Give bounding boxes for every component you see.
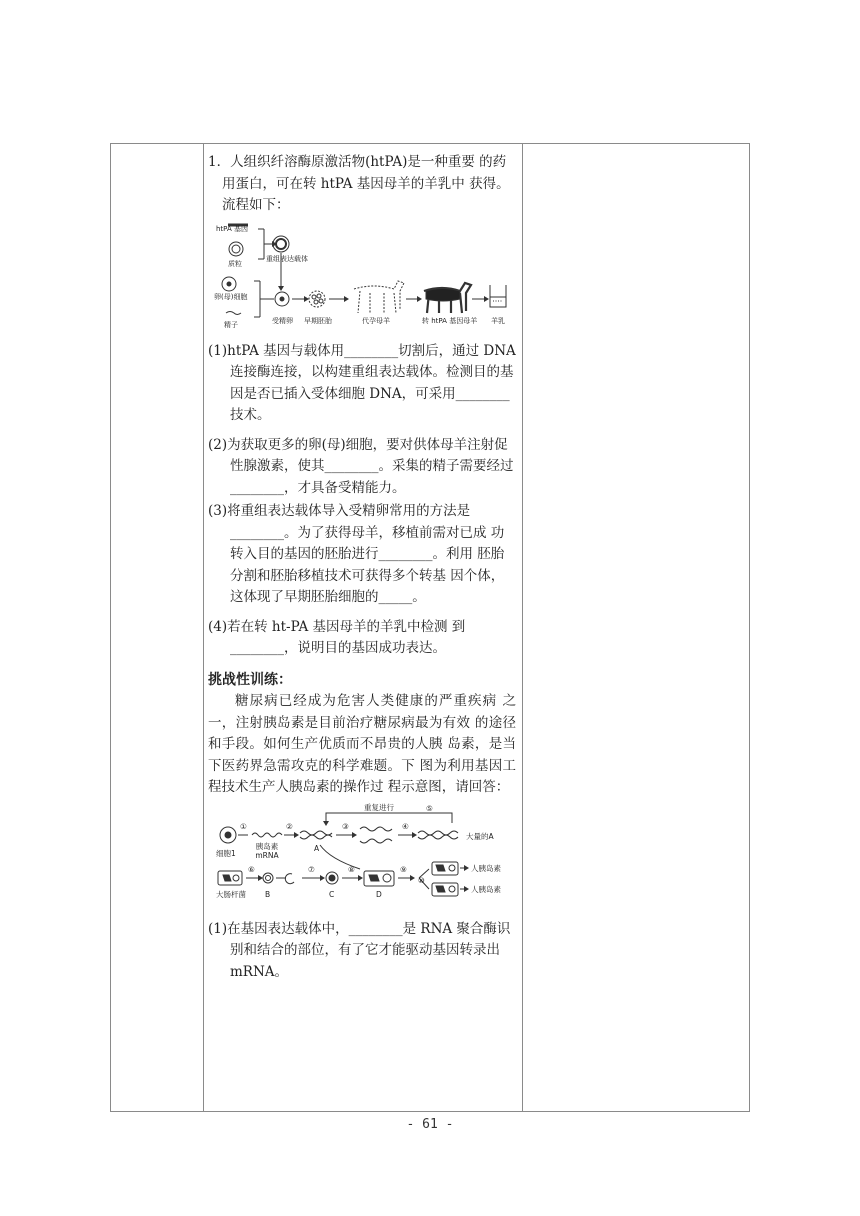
htpa-flow-figure	[214, 219, 514, 339]
label-insulin-2: 人胰岛素	[471, 884, 501, 894]
question1-stem: 1．人组织纤溶酶原激活物(htPA)是一种重要 的药用蛋白，可在转 htPA 基因母羊的羊乳中 获得。流程如下：	[208, 154, 510, 213]
challenge-heading: 挑战性训练：	[208, 671, 292, 688]
step-2: ②	[286, 821, 293, 831]
challenge-sub1: (1)在基因表达载体中，________是 RNA 聚合酶识别和结合的部位，有了它才能驱动基因转录出 mRNA。	[208, 920, 511, 980]
label-ecoli: 大肠杆菌	[216, 889, 246, 899]
question1-sub2: (2)为获取更多的卵(母)细胞，要对供体母羊注射促性腺激素，使其________。采集的精子需要经过________，才具备受精能力。	[208, 436, 514, 496]
label-embryo: 早期胚胎	[304, 316, 332, 325]
question1-sub3: (3)将重组表达载体导入受精卵常用的方法是 ________。为了获得母羊，移植前需对已成 功转入目的基因的胚胎进行________。利用 胚胎分割和胚胎移植技术可获得多个转基 因个体，这体现了早期胚胎细胞的_____。	[208, 503, 505, 605]
content-cell	[208, 152, 516, 983]
label-transgenic: 转 htPA 基因母羊	[422, 316, 478, 325]
label-gene: htPA 基因	[216, 224, 248, 233]
step-1: ①	[240, 821, 247, 831]
question1-sub4: (4)若在转 ht-PA 基因母羊的羊乳中检测 到________，说明目的基因成功表达。	[208, 618, 466, 656]
challenge-intro: 糖尿病已经成为危害人类健康的严重疾病 之一，注射胰岛素是目前治疗糖尿病最为有效 的途径和手段。如何生产优质而不昂贵的人胰 岛素，是当下医药界急需攻克的科学难题。下 图为利用基因工程技术生产人胰岛素的操作过 程示意图，请回答：	[208, 693, 516, 795]
label-D: D	[376, 889, 382, 899]
label-vector: 重组表达载体	[266, 254, 308, 263]
step-8: ⑧	[348, 864, 355, 874]
step-5: ⑤	[426, 803, 433, 813]
label-sperm: 精子	[224, 320, 238, 329]
label-insulin-1: 人胰岛素	[471, 863, 501, 873]
table-divider-right	[522, 144, 523, 1111]
step-6: ⑥	[248, 864, 255, 874]
step-10: ⑩	[418, 875, 425, 885]
question1-sub1: (1)htPA 基因与载体用________切割后，通过 DNA 连接酶连接，以构建重组表达载体。检测目的基因是否已插入受体细胞 DNA，可采用________技术。	[208, 342, 516, 423]
label-B: B	[265, 889, 271, 899]
label-surrogate: 代孕母羊	[362, 316, 390, 325]
label-mrna: 胰岛素mRNA	[255, 841, 279, 860]
label-A: A	[314, 843, 320, 853]
label-bulk-A: 大量的A	[466, 831, 494, 841]
step-3: ③	[342, 821, 349, 831]
label-egg: 卵(母)细胞	[214, 292, 248, 301]
table-divider-left	[203, 144, 204, 1111]
step-7: ⑦	[308, 864, 315, 874]
step-4: ④	[402, 821, 409, 831]
label-cell1: 细胞1	[216, 848, 236, 858]
insulin-flow-figure	[214, 801, 514, 915]
step-9: ⑨	[400, 864, 407, 874]
label-zygote: 受精卵	[272, 316, 293, 325]
page-number: - 61 -	[406, 1117, 454, 1132]
label-milk: 羊乳	[491, 316, 505, 325]
label-C: C	[329, 889, 335, 899]
label-plasmid: 质粒	[228, 259, 242, 268]
label-repeat: 重复进行	[364, 802, 394, 812]
